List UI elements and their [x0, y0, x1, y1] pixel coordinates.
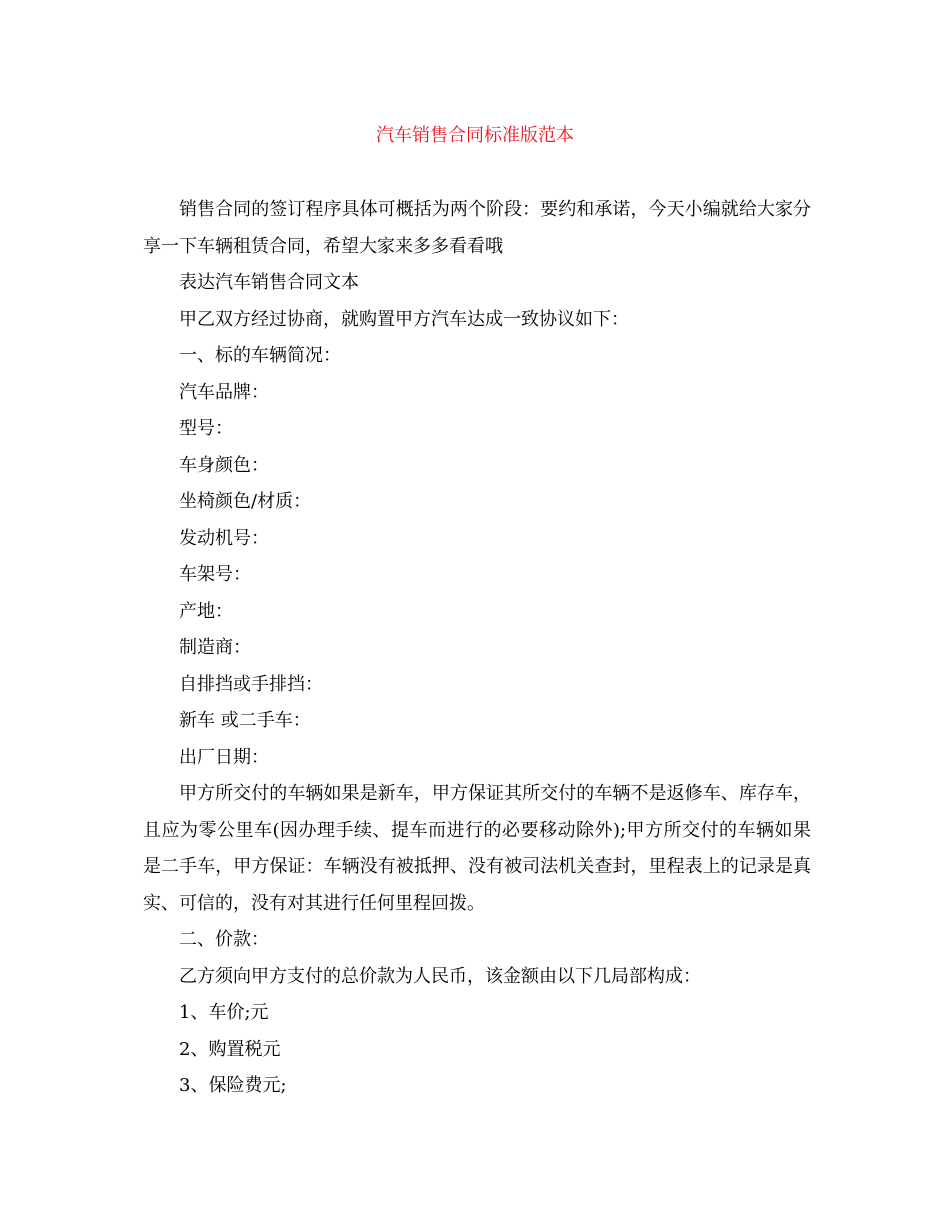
document-title: 汽车销售合同标准版范本 — [376, 125, 574, 146]
field-production-date: 出厂日期： — [179, 746, 269, 768]
field-new-or-used: 新车 或二手车： — [179, 710, 311, 731]
field-origin: 产地： — [179, 600, 233, 622]
document-body — [143, 192, 811, 1105]
field-car-brand: 汽车品牌： — [179, 381, 269, 403]
field-body-color: 车身颜色： — [179, 454, 269, 476]
field-engine-number: 发动机号： — [179, 527, 269, 549]
total-price-line: 乙方须向甲方支付的总价款为人民币，该金额由以下几局部构成： — [179, 965, 701, 987]
intro-paragraph: 销售合同的签订程序具体可概括为两个阶段：要约和承诺，今天小编就给大家分享一下车辆租赁合同，希望大家来多多看看哦 — [143, 199, 811, 257]
field-transmission: 自排挡或手排挡： — [179, 673, 323, 695]
price-item-insurance: 3、保险费元; — [179, 1075, 287, 1096]
field-model: 型号： — [179, 418, 233, 439]
agreement-line: 甲乙双方经过协商，就购置甲方汽车达成一致协议如下： — [179, 308, 629, 330]
section-1-heading: 一、标的车辆简况： — [179, 345, 341, 366]
price-item-purchase-tax: 2、购置税元 — [179, 1038, 281, 1060]
field-seat-color-material: 坐椅颜色/材质： — [179, 491, 312, 512]
section-2-heading: 二、价款： — [179, 929, 269, 950]
guarantee-paragraph: 甲方所交付的车辆如果是新车，甲方保证其所交付的车辆不是返修车、库存车，且应为零公里车(因办理手续、提车而进行的必要移动除外);甲方所交付的车辆如果是二手车，甲方保证：车辆没有被抵押、没有被司法机关查封，里程表上的记录是真实、可信的，没有对其进行任何里程回拨。 — [143, 783, 811, 914]
field-frame-number: 车架号： — [179, 564, 251, 585]
field-manufacturer: 制造商： — [179, 637, 251, 658]
contract-heading-line: 表达汽车销售合同文本 — [179, 272, 359, 293]
price-item-car: 1、车价;元 — [179, 1002, 269, 1023]
